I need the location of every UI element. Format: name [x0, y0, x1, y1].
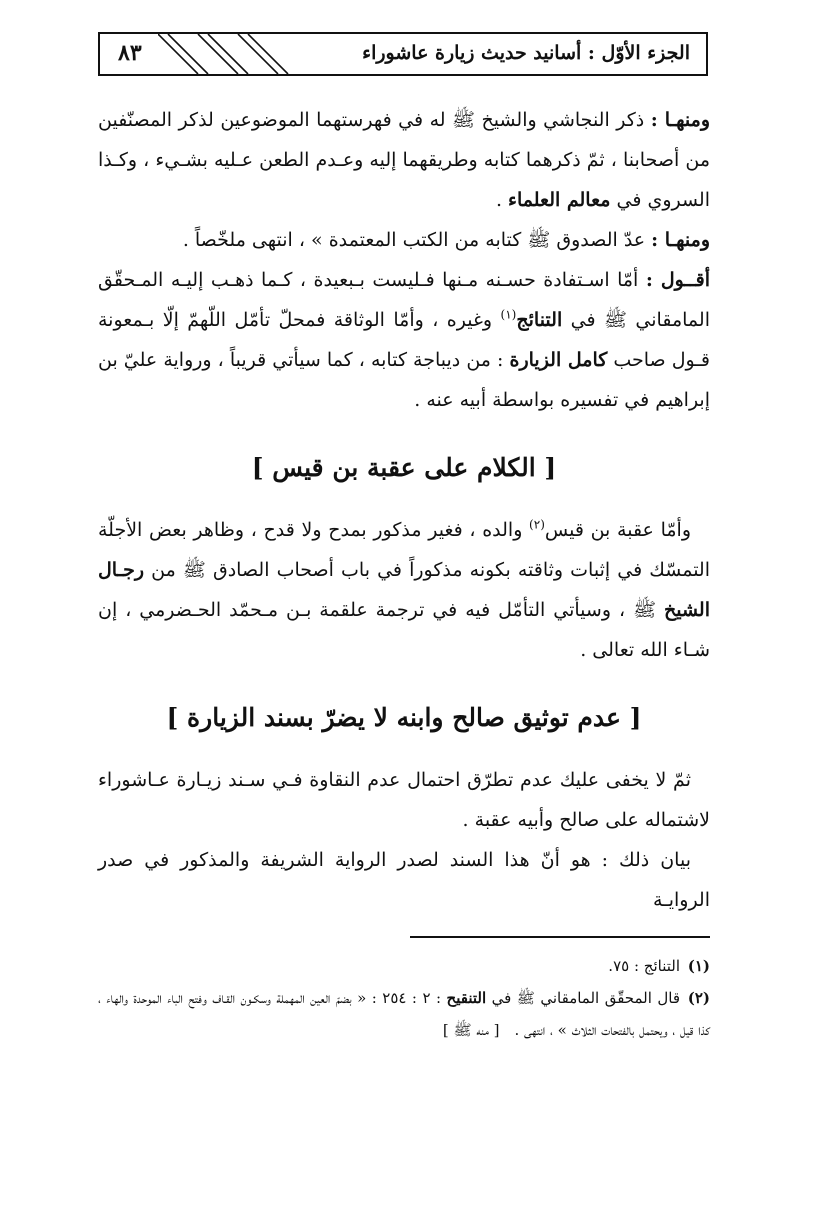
paragraph-text: ثمّ لا يخفى عليك عدم تطرّق احتمال عدم النقاوة فـي سـند زيـارة عـاشوراء لاشتماله على صالح وأبيه عقبة .: [98, 769, 710, 831]
paragraph-lead: ومنهـا :: [651, 229, 710, 251]
paragraph-text: بيان ذلك : هو أنّ هذا السند لصدر الرواية الشريفة والمذكور في صدر الروايـة: [98, 849, 710, 911]
book-title: معالم العلماء: [508, 189, 611, 211]
page-number: ٨٣: [118, 40, 142, 66]
paragraph-5: [98, 760, 710, 840]
footnote-2: [98, 982, 710, 1046]
header-title: الجزء الأوّل : أسانيد حديث زيارة عاشوراء: [362, 42, 690, 64]
paragraph-text: ﷺ ، وسيأتي التأمّل فيه في ترجمة علقمة بـن مـحمّد الحـضرمي ، إن شـاء الله تعالى .: [98, 599, 710, 661]
paragraph-1: [98, 100, 710, 220]
running-header: [98, 32, 708, 76]
paragraph-text: : من ديباجة كتابه ، كما سيأتي قريباً ، ورواية عليّ بن إبراهيم في تفسيره بواسطة أبيه عنه .: [98, 349, 710, 411]
paragraph-text: والده ، فغير مذكور بمدح ولا قدح ، وظاهر بعض الأجلّة التمسّك في إثبات وثاقته بكونه مذكوراً في باب أصحاب الصادق ﷺ من: [98, 519, 710, 581]
footnote-text: التنائج : ٧٥.: [608, 957, 680, 975]
paragraph-lead: أقــول :: [645, 269, 710, 291]
footnote-divider: [410, 936, 710, 938]
footnote-ref: (١): [500, 307, 517, 322]
paragraph-text: ذكر النجاشي والشيخ ﷺ له في فهرستهما الموضوعين لذكر المصنّفين من أصحابنا ، ثمّ ذكرهما كتابه وطريقهما إليه وعـدم الطعن عـليه بشـيء ، وكـذا السروي في: [98, 109, 710, 211]
paragraph-6: [98, 840, 710, 920]
footnotes: [98, 950, 710, 1046]
paragraph-text: .: [495, 189, 509, 211]
paragraph-lead: ومنهـا :: [650, 109, 710, 131]
footnote-text: قال المحقّق المامقاني ﷺ في: [486, 989, 681, 1007]
book-title: رجـال الشيخ: [98, 559, 710, 621]
footnote-ref: (٢): [529, 517, 545, 532]
paragraph-text: وأمّا عقبة بن قيس: [544, 519, 691, 541]
footnote-source-tag: [ منه ﷺ ]: [442, 1021, 500, 1039]
paragraph-text: وغيره ، وأمّا الوثاقة فمحلّ تأمّل اللّهمّ إلّا بـمعونة قـول صاحب: [98, 309, 710, 371]
section-heading-1: [ الكلام على عقبة بن قيس ]: [251, 453, 557, 482]
paragraph-4: [98, 510, 710, 670]
main-text: [98, 100, 710, 920]
footnote-number: (٢): [687, 989, 711, 1007]
section-heading-2: [ عدم توثيق صالح وابنه لا يضرّ بسند الزيارة ]: [166, 703, 642, 732]
paragraph-text: عدّ الصدوق ﷺ كتابه من الكتب المعتمدة » ، انتهى ملخّصاً .: [182, 229, 652, 251]
header-ornament-icon: [158, 34, 308, 74]
footnote-number: (١): [687, 957, 710, 975]
paragraph-2: [98, 220, 710, 260]
paragraph-3: [98, 260, 710, 420]
book-title: التنائج: [516, 309, 563, 331]
paragraph-text: أمّا اسـتفادة حسـنه مـنها فـليست بـبعيدة ، كـما ذهـب إليـه المـحقّق المامقاني ﷺ في: [98, 269, 710, 331]
footnote-text: : ٢ : ٢٥٤ : « بضمّ العين المهملة وسكـون القـاف وفتح الباء الموحدة والهاء ، كذا قيل ، ويحتمل بالفتحات الثلاث » ، انتهى .: [98, 989, 710, 1039]
footnote-1: [98, 950, 710, 982]
book-title: كامل الزيارة: [509, 349, 608, 371]
book-title: التنقيح: [446, 989, 487, 1007]
